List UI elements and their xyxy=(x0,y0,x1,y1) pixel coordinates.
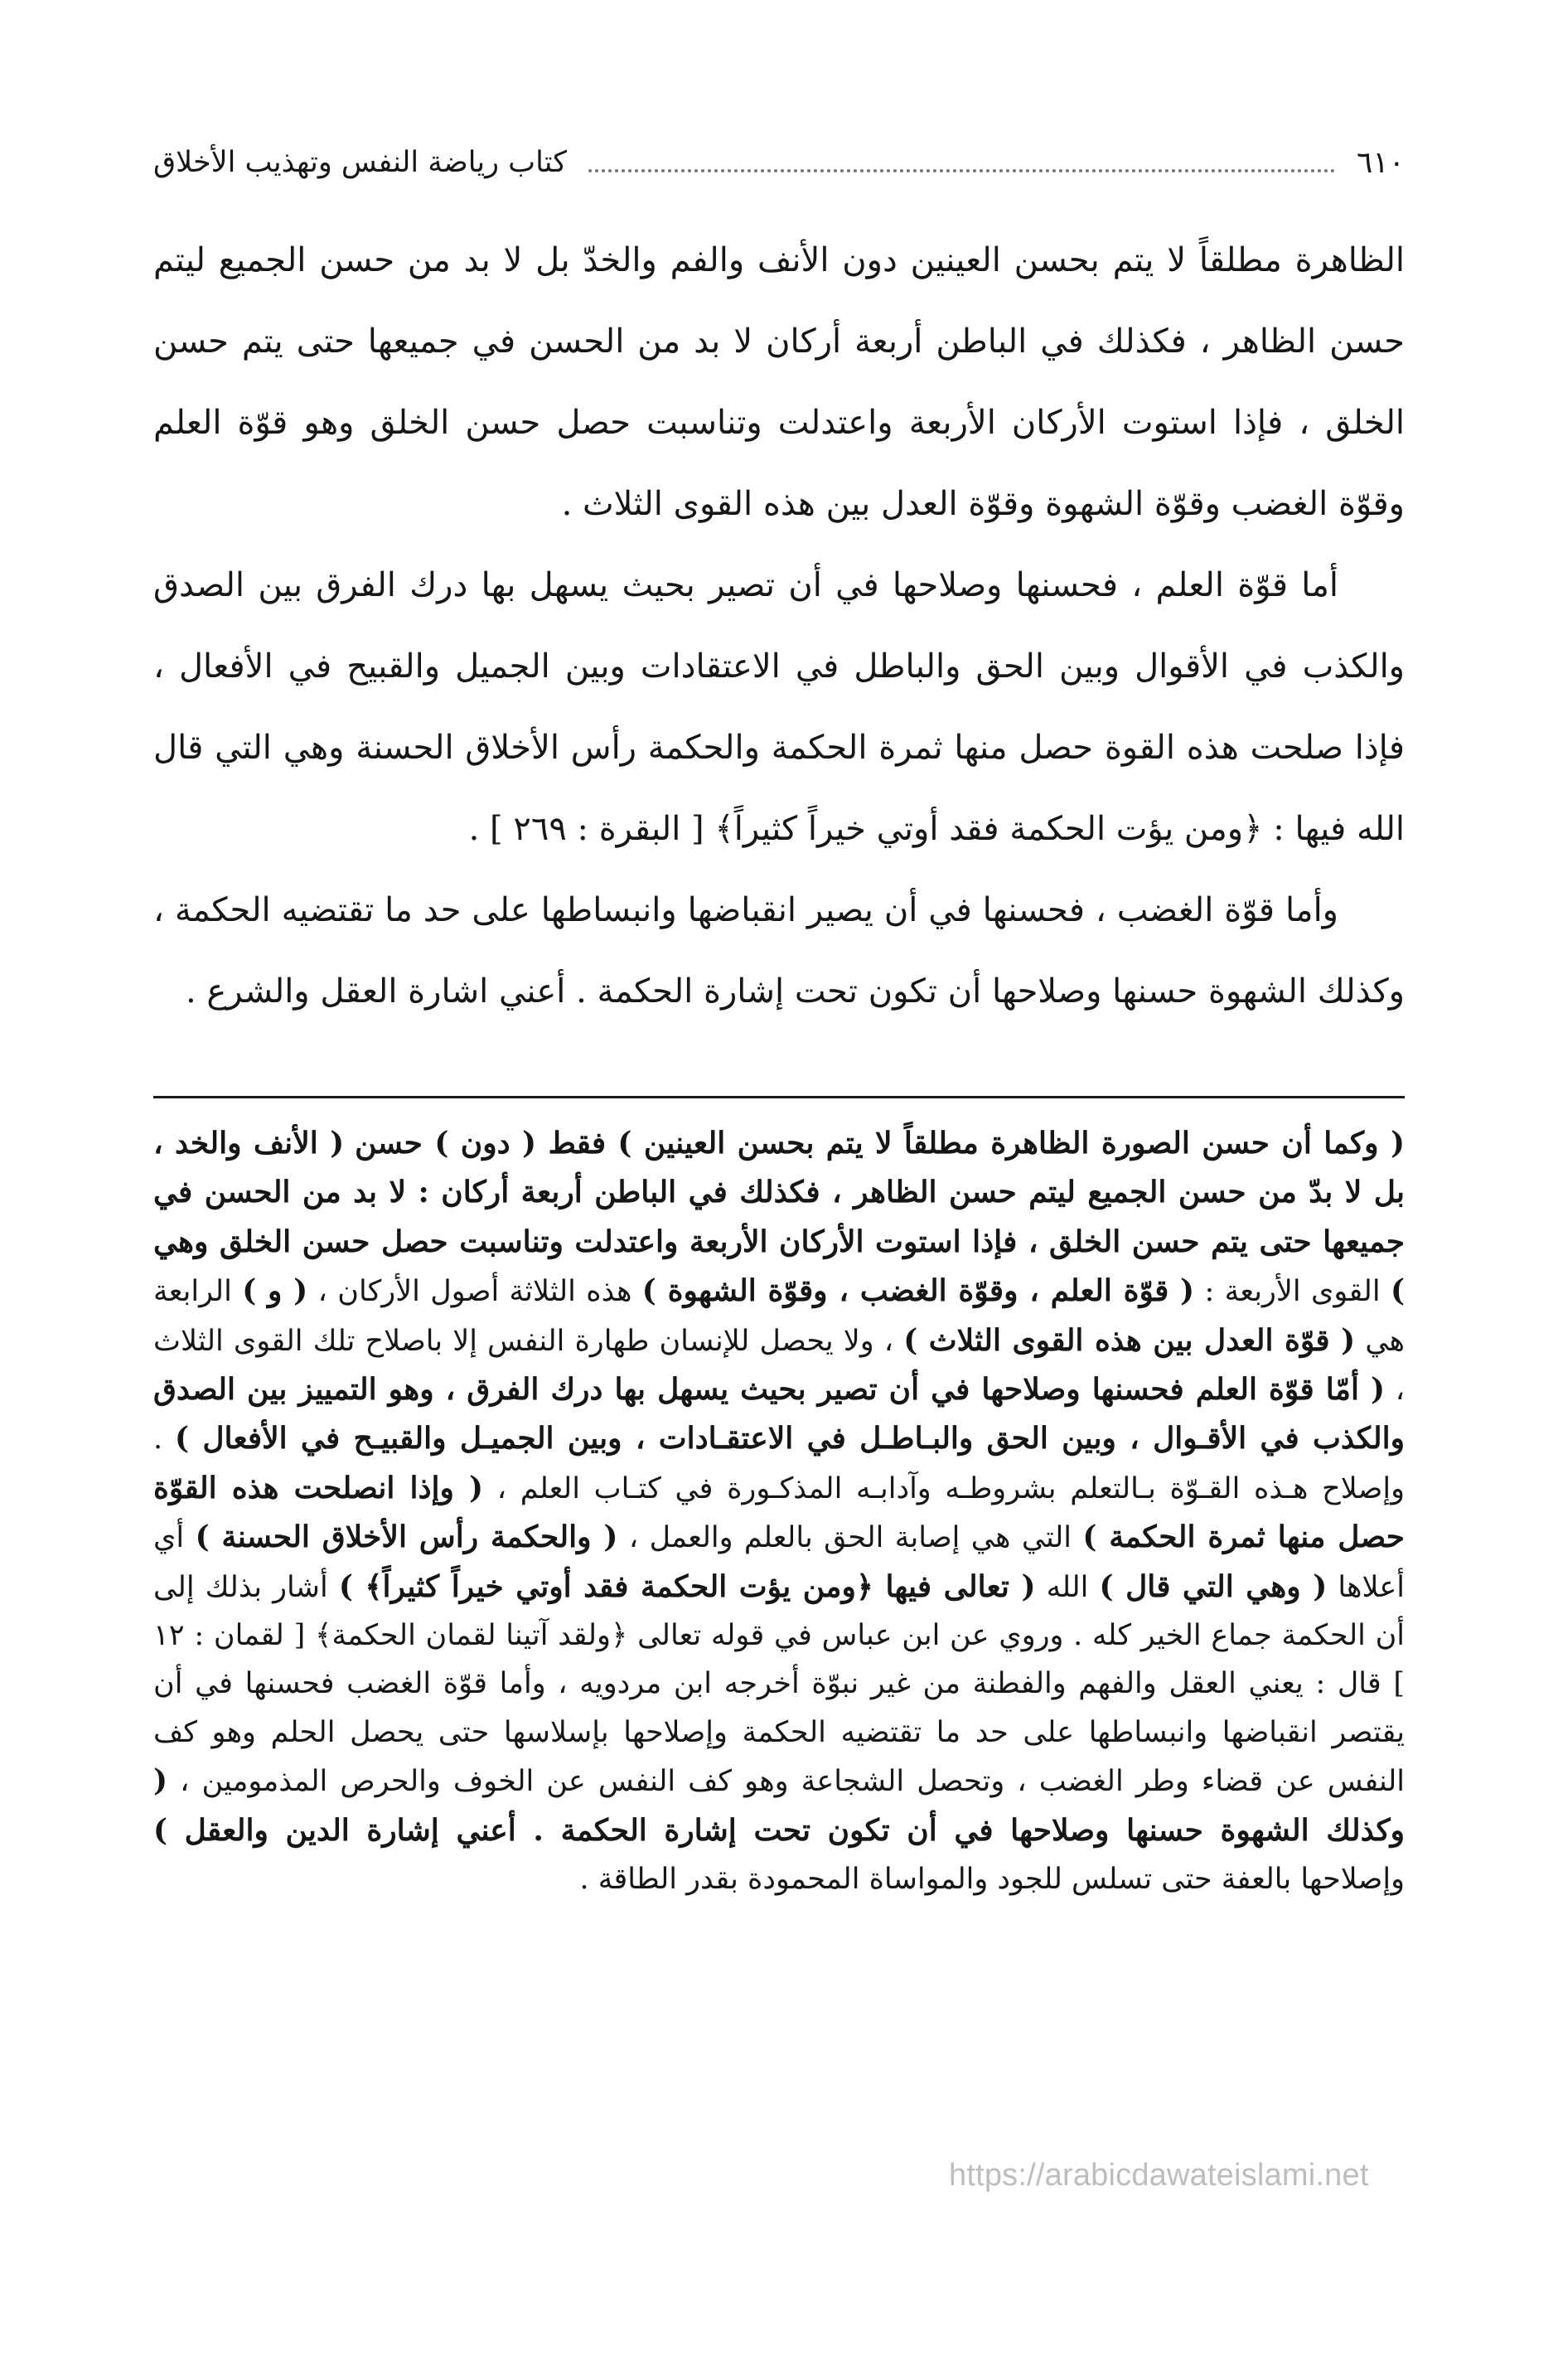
commentary-divider xyxy=(153,1096,1405,1098)
quoted-text: ( وكذلك الشهوة حسنها وصلاحها في أن تكون تحت إشارة الحكمة . أعني إشارة الدين والعقل ) xyxy=(153,1763,1405,1848)
quoted-text: ( أمّا قوّة العلم فحسنها وصلاحها في أن تصير بحيث يسهل بها درك الفرق ، وهو التمييز بين الصدق والكذب في الأقـوال ، وبين الحق والبـاطـل في الاعتقـادات ، وبين الجميـل والقبيـح في الأفعال ) xyxy=(153,1372,1405,1457)
main-paragraph: الظاهرة مطلقاً لا يتم بحسن العينين دون الأنف والفم والخدّ بل لا بد من حسن الجميع ليتم حسن الظاهر ، فكذلك في الباطن أربعة أركان لا بد من الحسن في جميعها حتى يتم حسن الخلق ، فإذا استوت الأركان الأربعة واعتدلت وتناسبت حصل حسن الخلق وهو قوّة العلم وقوّة الغضب وقوّة الشهوة وقوّة العدل بين هذه القوى الثلاث . xyxy=(153,241,1406,523)
main-paragraph: أما قوّة العلم ، فحسنها وصلاحها في أن تصير بحيث يسهل بها درك الفرق بين الصدق والكذب في الأقوال وبين الحق والباطل في الاعتقادات وبين الجميل والقبيح في الأفعال ، فإذا صلحت هذه القوة حصل منها ثمرة الحكمة والحكمة رأس الأخلاق الحسنة وهي التي قال الله فيها : ﴿ومن يؤت الحكمة فقد أوتي خيراً كثيراً﴾ [ البقرة : ٢٦٩ ] . xyxy=(153,566,1405,848)
explanation-text: . وإصلاح هـذه القـوّة بـالتعلم بشروطـه وآدابـه المذكـورة في كتـاب العلم ، xyxy=(153,1423,1405,1505)
commentary-paragraph xyxy=(153,1119,1405,1904)
book-title: كتاب رياضة النفس وتهذيب الأخلاق xyxy=(153,146,568,179)
quoted-text: ( الأنف والخد ، بل لا بدّ من حسن الجميع ليتم حسن الظاهر ، فكذلك في الباطن أربعة أركان : لا بد من الحسن في جميعها حتى يتم حسن الخلق ، فإذا استوت الأركان الأربعة واعتدلت وتناسبت حصل حسن الخلق وهي ) xyxy=(153,1126,1405,1309)
page-header xyxy=(153,137,1405,188)
header-dot-leader xyxy=(588,169,1335,172)
commentary xyxy=(153,1119,1405,1904)
main-paragraph: وأما قوّة الغضب ، فحسنها في أن يصير انقباضها وانبساطها على حد ما تقتضيه الحكمة ، وكذلك الشهوة حسنها وصلاحها أن تكون تحت إشارة الحكمة . أعني اشارة العقل والشرع . xyxy=(153,891,1405,1011)
explanation-text: الرابعة هي xyxy=(153,1275,1405,1358)
quoted-text: ( وهي التي قال ) xyxy=(1099,1568,1328,1604)
quoted-text: ( وكما أن حسن الصورة الظاهرة مطلقاً لا يتم بحسن العينين ) فقط ( دون ) حسن xyxy=(355,1126,1405,1161)
explanation-text: أشار بذلك إلى أن الحكمة جماع الخير كله . وروي عن ابن عباس في قوله تعالى ﴿ولقد آتينا لقمان الحكمة﴾ [ لقمان : ١٢ ] قال : يعني العقل والفهم والفطنة من غير نبوّة أخرجه ابن مردويه ، وأما قوّة الغضب فحسنها في أن يقتصر انقباضها وانبساطها على حد ما تقتضيه الحكمة وإصلاحها بإسلاسها حتى يحصل الحلم وهو كف النفس عن قضاء وطر الغضب ، وتحصل الشجاعة وهو كف النفس عن الخوف والحرص المذمومين ، xyxy=(153,1570,1405,1799)
explanation-text: ، ولا يحصل للإنسان طهارة النفس إلا باصلاح تلك القوى الثلاث ، xyxy=(153,1324,1405,1408)
quoted-text: ( والحكمة رأس الأخلاق الحسنة ) xyxy=(195,1520,618,1555)
quoted-text: ( تعالى فيها ﴿ومن يؤت الحكمة فقد أوتي خيراً كثيراً﴾ ) xyxy=(338,1568,1036,1604)
explanation-text: أي أعلاها xyxy=(153,1521,1405,1604)
explanation-text: التي هي إصابة الحق بالعلم والعمل ، xyxy=(628,1521,1072,1555)
explanation-text: وإصلاحها بالعفة حتى تسلس للجود والمواساة المحمودة بقدر الطاقة . xyxy=(579,1863,1405,1897)
quoted-text: ( وإذا انصلحت هذه القوّة حصل منها ثمرة الحكمة ) xyxy=(153,1470,1405,1555)
main-text xyxy=(153,220,1405,1032)
explanation-text: القوى الأربعة : xyxy=(1204,1275,1381,1309)
watermark-url: https://arabicdawateislami.net xyxy=(949,2158,1369,2193)
page-number: ٦١٠ xyxy=(1356,145,1405,180)
quoted-text: ( قوّة العلم ، وقوّة الغضب ، وقوّة الشهوة ) xyxy=(641,1273,1195,1309)
quoted-text: ( و ) xyxy=(242,1273,308,1309)
explanation-text: الله xyxy=(1046,1570,1089,1604)
explanation-text: هذه الثلاثة أصول الأركان ، xyxy=(317,1275,632,1309)
quoted-text: ( قوّة العدل بين هذه القوى الثلاث ) xyxy=(903,1322,1356,1358)
